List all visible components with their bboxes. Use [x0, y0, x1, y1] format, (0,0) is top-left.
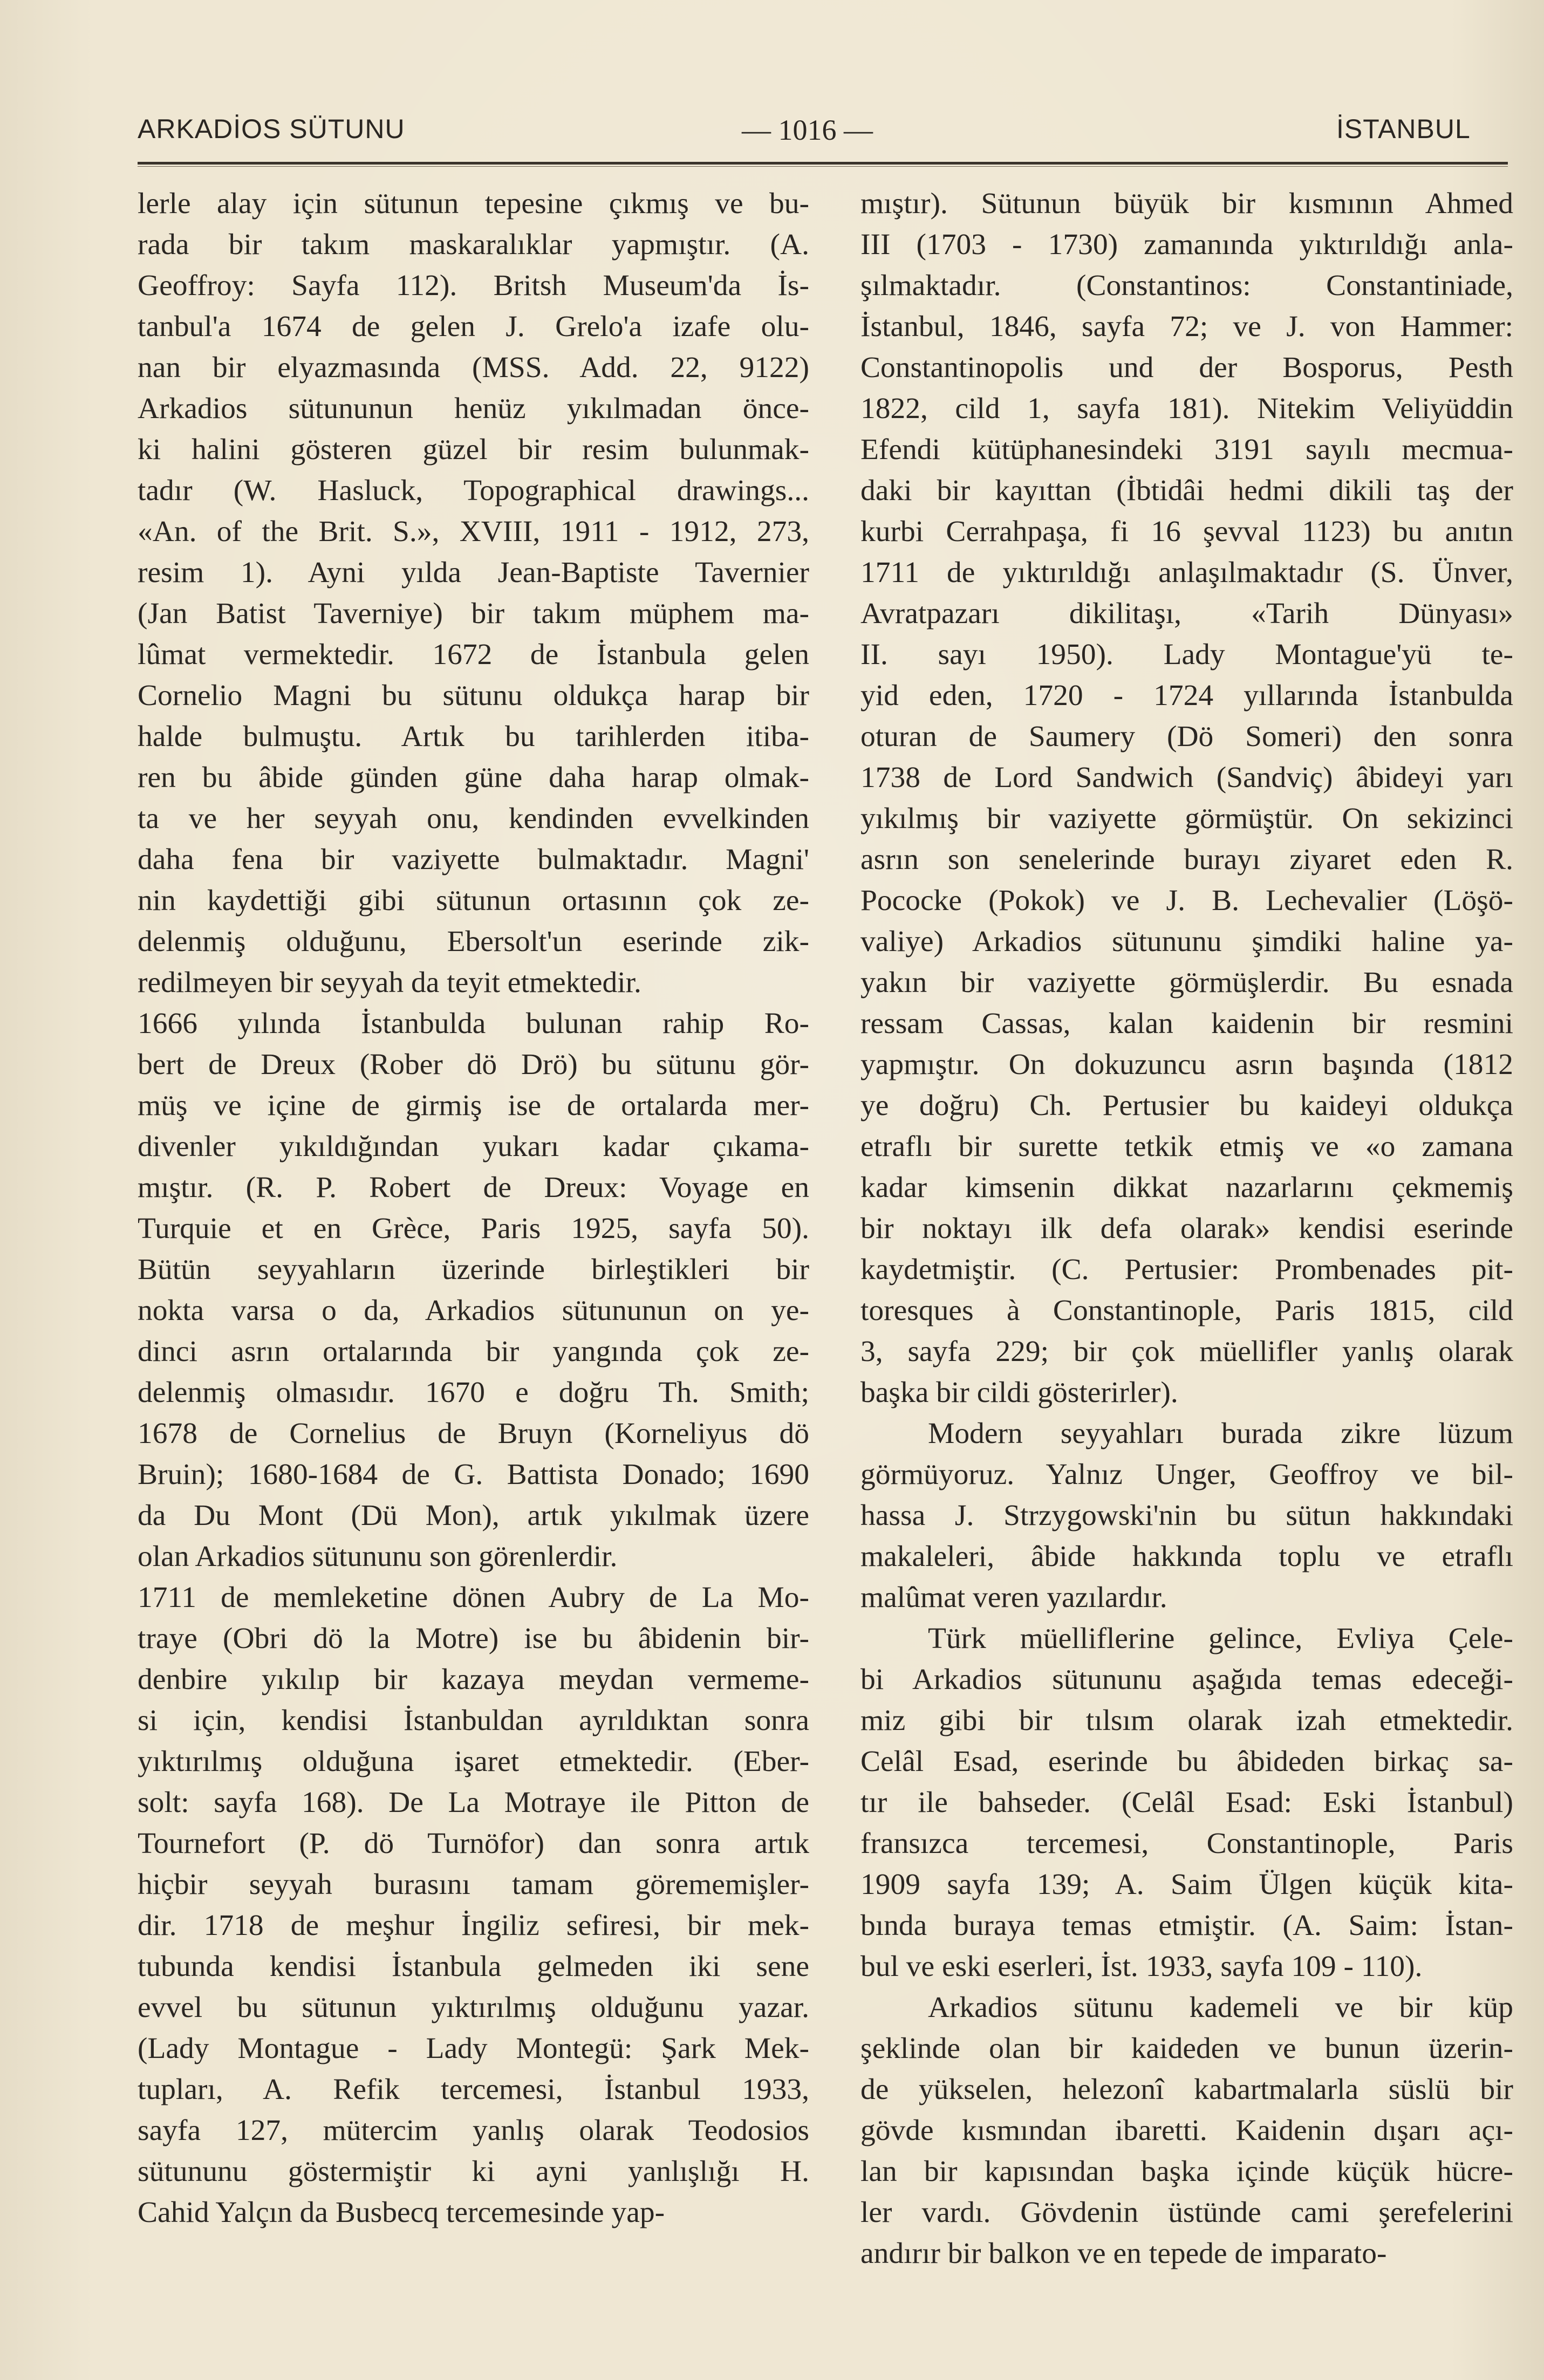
page-number: — 1016 — — [742, 114, 873, 146]
running-title-left: ARKADİOS SÜTUNU — [138, 114, 405, 144]
text-line: ressam Cassas, kalan kaidenin bir resmini — [860, 1007, 1513, 1040]
text-line: yıkılmış bir vaziyette görmüştür. On sekizinci — [860, 802, 1513, 835]
text-line: nokta varsa o da, Arkadios sütununun on ye- — [138, 1294, 809, 1327]
text-line: 1738 de Lord Sandwich (Sandviç) âbideyi yarı — [860, 761, 1513, 794]
text-line: ler vardı. Gövdenin üstünde cami şerefelerini — [860, 2196, 1513, 2229]
text-line: 1711 de memleketine dönen Aubry de La Mo- — [138, 1581, 809, 1614]
text-line: divenler yıkıldığından yukarı kadar çıkama- — [138, 1130, 809, 1163]
text-line: Modern seyyahları burada zikre lüzum — [928, 1417, 1513, 1450]
text-line: oturan de Saumery (Dö Someri) den sonra — [860, 720, 1513, 753]
text-line: malûmat veren yazılardır. — [860, 1581, 1167, 1614]
text-line: dinci asrın ortalarında bir yangında çok ze- — [138, 1335, 809, 1368]
text-line: de yükselen, helezonî kabartmalarla süslü bir — [860, 2073, 1513, 2106]
text-line: 1678 de Cornelius de Bruyn (Korneliyus dö — [138, 1417, 809, 1450]
text-line: Bütün seyyahların üzerinde birleştikleri bir — [138, 1253, 809, 1286]
text-line: Efendi kütüphanesindeki 3191 sayılı mecmua- — [860, 433, 1513, 466]
text-line: sayfa 127, mütercim yanlış olarak Teodosios — [138, 2114, 809, 2147]
text-line: müş ve içine de girmiş ise de ortalarda mer- — [138, 1089, 809, 1122]
text-line: daki bir kayıttan (İbtidâi hedmi dikili taş der — [860, 474, 1513, 507]
text-line: bul ve eski eserleri, İst. 1933, sayfa 109 - 110). — [860, 1950, 1423, 1983]
text-line: Arkadios sütunu kademeli ve bir küp — [928, 1991, 1513, 2024]
text-line: dir. 1718 de meşhur İngiliz sefiresi, bir mek- — [138, 1909, 809, 1942]
text-line: nin kaydettiği gibi sütunun ortasının çok ze- — [138, 884, 809, 917]
text-line: (Lady Montague - Lady Montegü: Şark Mek- — [138, 2032, 809, 2065]
text-line: lerle alay için sütunun tepesine çıkmış ve bu- — [138, 187, 809, 220]
text-line: kurbi Cerrahpaşa, fi 16 şevval 1123) bu anıtın — [860, 515, 1513, 548]
text-line: kaydetmiştir. (C. Pertusier: Prombenades pit- — [860, 1253, 1513, 1286]
text-line: lûmat vermektedir. 1672 de İstanbula gelen — [138, 638, 809, 671]
text-line: İstanbul, 1846, sayfa 72; ve J. von Hammer: — [860, 310, 1513, 343]
text-line: evvel bu sütunun yıktırılmış olduğunu yazar. — [138, 1991, 809, 2024]
text-line: bında buraya temas etmiştir. (A. Saim: İstan- — [860, 1909, 1513, 1942]
right-column — [860, 183, 1513, 2274]
text-line: Celâl Esad, eserinde bu âbideden birkaç sa- — [860, 1745, 1513, 1778]
text-line: bert de Dreux (Rober dö Drö) bu sütunu gör- — [138, 1048, 809, 1081]
text-line: fransızca tercemesi, Constantinople, Paris — [860, 1827, 1513, 1860]
text-line: ye doğru) Ch. Pertusier bu kaideyi oldukça — [860, 1089, 1513, 1122]
text-line: redilmeyen bir seyyah da teyit etmektedir. — [138, 966, 641, 999]
text-line: si için, kendisi İstanbuldan ayrıldıktan sonra — [138, 1704, 809, 1737]
text-line: 3, sayfa 229; bir çok müellifler yanlış olarak — [860, 1335, 1513, 1368]
text-line: (Jan Batist Taverniye) bir takım müphem ma- — [138, 597, 809, 630]
text-line: hiçbir seyyah burasını tamam görememişler- — [138, 1868, 809, 1901]
text-line: lan bir kapısından başka içinde küçük hücre- — [860, 2155, 1513, 2188]
text-line: Turquie et en Grèce, Paris 1925, sayfa 50). — [138, 1212, 809, 1245]
text-line: II. sayı 1950). Lady Montague'yü te- — [860, 638, 1513, 671]
header-rule — [138, 162, 1508, 165]
text-line: yakın bir vaziyette görmüşlerdir. Bu esnada — [860, 966, 1513, 999]
text-line: tubunda kendisi İstanbula gelmeden iki sene — [138, 1950, 809, 1983]
text-line: valiye) Arkadios sütununu şimdiki haline ya- — [860, 925, 1513, 958]
text-line: ki halini gösteren güzel bir resim bulunmak- — [138, 433, 809, 466]
text-line: daha fena bir vaziyette bulmaktadır. Magni' — [138, 843, 809, 876]
text-line: rada bir takım maskaralıklar yapmıştır. (A. — [138, 228, 809, 261]
text-line: Bruin); 1680-1684 de G. Battista Donado; 1690 — [138, 1458, 809, 1491]
text-line: 1711 de yıktırıldığı anlaşılmaktadır (S. Ünver, — [860, 556, 1513, 589]
text-line: Arkadios sütununun henüz yıkılmadan önce- — [138, 392, 809, 425]
text-line: bi Arkadios sütununu aşağıda temas edeceği- — [860, 1663, 1513, 1696]
text-line: makaleleri, âbide hakkında toplu ve etraflı — [860, 1540, 1513, 1573]
text-line: sütununu göstermiştir ki ayni yanlışlığı H. — [138, 2155, 809, 2188]
text-line: mıştır. (R. P. Robert de Dreux: Voyage en — [138, 1171, 809, 1204]
page-header — [138, 113, 1512, 156]
text-line: asrın son senelerinde burayı ziyaret eden R. — [860, 843, 1513, 876]
text-line: III (1703 - 1730) zamanında yıktırıldığı anla- — [860, 228, 1513, 261]
text-line: andırır bir balkon ve en tepede de imparato- — [860, 2237, 1387, 2270]
text-line: şeklinde olan bir kaideden ve bunun üzerin- — [860, 2032, 1513, 2065]
text-line: görmüyoruz. Yalnız Unger, Geoffroy ve bil- — [860, 1458, 1513, 1491]
text-line: gövde kısmından ibaretti. Kaidenin dışarı açı- — [860, 2114, 1513, 2147]
text-line: mıştır). Sütunun büyük bir kısmının Ahmed — [860, 187, 1513, 220]
text-line: Pococke (Pokok) ve J. B. Lechevalier (Löşö- — [860, 884, 1513, 917]
text-line: ren bu âbide günden güne daha harap olmak- — [138, 761, 809, 794]
text-line: 1909 sayfa 139; A. Saim Ülgen küçük kita- — [860, 1868, 1513, 1901]
text-line: tır ile bahseder. (Celâl Esad: Eski İstanbul) — [860, 1786, 1513, 1819]
text-line: kadar kimsenin dikkat nazarlarını çekmemiş — [860, 1171, 1513, 1204]
text-line: Türk müelliflerine gelince, Evliya Çele- — [928, 1622, 1513, 1655]
text-line: 1666 yılında İstanbulda bulunan rahip Ro- — [138, 1007, 809, 1040]
text-line: yıktırılmış olduğuna işaret etmektedir. (Eber- — [138, 1745, 809, 1778]
text-line: «An. of the Brit. S.», XVIII, 1911 - 1912, 273, — [138, 515, 809, 548]
left-column — [138, 183, 809, 2233]
text-line: denbire yıkılıp bir kazaya meydan vermeme- — [138, 1663, 809, 1696]
running-title-right: İSTANBUL — [1336, 114, 1471, 144]
text-line: resim 1). Ayni yılda Jean-Baptiste Tavernier — [138, 556, 809, 589]
text-line: nan bir elyazmasında (MSS. Add. 22, 9122) — [138, 351, 809, 384]
text-line: tanbul'a 1674 de gelen J. Grelo'a izafe olu- — [138, 310, 809, 343]
text-line: Constantinopolis und der Bosporus, Pesth — [860, 351, 1513, 384]
text-line: delenmiş olduğunu, Ebersolt'un eserinde zik- — [138, 925, 809, 958]
text-line: Cahid Yalçın da Busbecq tercemesinde yap- — [138, 2196, 665, 2229]
header-rule-thin — [138, 166, 1508, 167]
text-line: solt: sayfa 168). De La Motraye ile Pitton de — [138, 1786, 809, 1819]
text-line: olan Arkadios sütununu son görenlerdir. — [138, 1540, 618, 1573]
text-line: tupları, A. Refik tercemesi, İstanbul 1933, — [138, 2073, 809, 2106]
text-line: Cornelio Magni bu sütunu oldukça harap bir — [138, 679, 809, 712]
text-line: ta ve her seyyah onu, kendinden evvelkinden — [138, 802, 809, 835]
text-line: Geoffroy: Sayfa 112). Britsh Museum'da İs- — [138, 269, 809, 302]
text-line: başka bir cildi gösterirler). — [860, 1376, 1178, 1409]
text-line: delenmiş olmasıdır. 1670 e doğru Th. Smith; — [138, 1376, 809, 1409]
text-line: yid eden, 1720 - 1724 yıllarında İstanbulda — [860, 679, 1513, 712]
text-line: etraflı bir surette tetkik etmiş ve «o zamana — [860, 1130, 1513, 1163]
text-line: bir noktayı ilk defa olarak» kendisi eserinde — [860, 1212, 1513, 1245]
text-line: miz gibi bir tılsım olarak izah etmektedir. — [860, 1704, 1513, 1737]
text-line: Avratpazarı dikilitaşı, «Tarih Dünyası» — [860, 597, 1513, 630]
text-line: toresques à Constantinople, Paris 1815, cild — [860, 1294, 1513, 1327]
text-line: tadır (W. Hasluck, Topographical drawings... — [138, 474, 809, 507]
text-line: traye (Obri dö la Motre) ise bu âbidenin bir- — [138, 1622, 809, 1655]
text-line: hassa J. Strzygowski'nin bu sütun hakkındaki — [860, 1499, 1513, 1532]
text-line: da Du Mont (Dü Mon), artık yıkılmak üzere — [138, 1499, 809, 1532]
text-line: şılmaktadır. (Constantinos: Constantiniade, — [860, 269, 1513, 302]
text-line: halde bulmuştu. Artık bu tarihlerden itiba- — [138, 720, 809, 753]
text-line: Tournefort (P. dö Turnöfor) dan sonra artık — [138, 1827, 809, 1860]
text-line: 1822, cild 1, sayfa 181). Nitekim Veliyüddin — [860, 392, 1513, 425]
text-line: yapmıştır. On dokuzuncu asrın başında (1812 — [860, 1048, 1513, 1081]
